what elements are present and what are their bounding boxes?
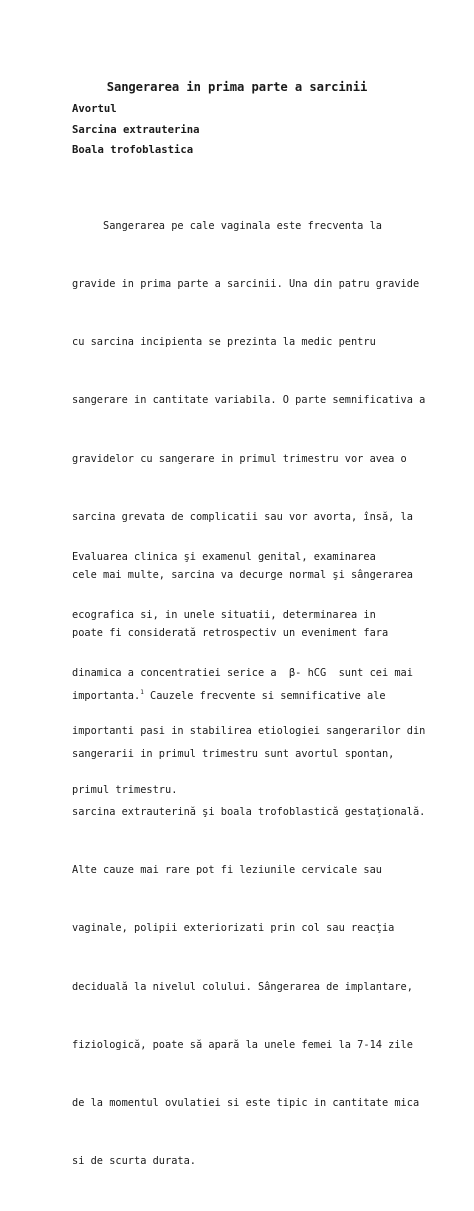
text-line: si de scurta durata. — [72, 1155, 196, 1168]
text-line: primul trimestru. — [72, 783, 178, 796]
text-line: Alte cauze mai rare pot fi leziunile cervicale sau — [72, 864, 382, 877]
text-line: cele mai multe, sarcina va decurge normal şi sângerarea — [72, 569, 413, 582]
text-line: Evaluarea clinica şi examenul genital, examinarea — [72, 550, 376, 563]
text-line: vaginale, polipii exteriorizati prin col sau reacţia — [72, 922, 395, 935]
paragraph-2 — [72, 509, 426, 839]
text-line: gravidelor cu sangerare in primul trimestru vor avea o — [72, 452, 407, 465]
text-line: sarcina extrauterină şi boala trofoblastică gestaţională. — [72, 806, 426, 818]
text-line: de la momentul ovulatiei si este tipic in cantitate mica — [72, 1097, 420, 1110]
text-line: dinamica a concentratiei serice a β- hCG sunt cei mai — [72, 667, 413, 680]
text-line: sangerare in cantitate variabila. O parte semnificativa a — [72, 394, 426, 407]
text-line: cu sarcina incipienta se prezinta la medic pentru — [72, 336, 376, 349]
text-fragment: Cauzele frecvente si semnificative ale — [143, 689, 386, 702]
text-line: sangerarii in primul trimestru sunt avortul spontan, — [72, 747, 395, 760]
footnote-reference[interactable]: 1 — [140, 688, 144, 696]
text-line: sarcina grevata de complicatii sau vor avorta, însă, la — [72, 510, 413, 523]
text-line: ecografica si, in unele situatii, determinarea in — [72, 609, 376, 622]
text-line: poate fi considerată retrospectiv un eveniment fara — [72, 627, 389, 640]
heading-sarcina-extrauterina: Sarcina extrauterina — [72, 124, 200, 136]
heading-avortul: Avortul — [72, 103, 117, 115]
text-line: gravide in prima parte a sarcinii. Una din patru gravide — [72, 278, 420, 291]
text-line: importanti pasi in stabilirea etiologiei sangerarilor din — [72, 725, 426, 738]
text-line: fiziologică, poate să apară la unele femei la 7-14 zile — [72, 1038, 413, 1051]
text-fragment: importanta. — [72, 689, 141, 702]
document-title: Sangerarea in prima parte a sarcinii — [106, 80, 368, 94]
heading-boala-trofoblastica: Boala trofoblastica — [72, 144, 194, 156]
text-line: Sangerarea pe cale vaginala este frecventa la — [72, 219, 382, 232]
text-line: deciduală la nivelul colului. Sângerarea de implantare, — [72, 980, 413, 993]
